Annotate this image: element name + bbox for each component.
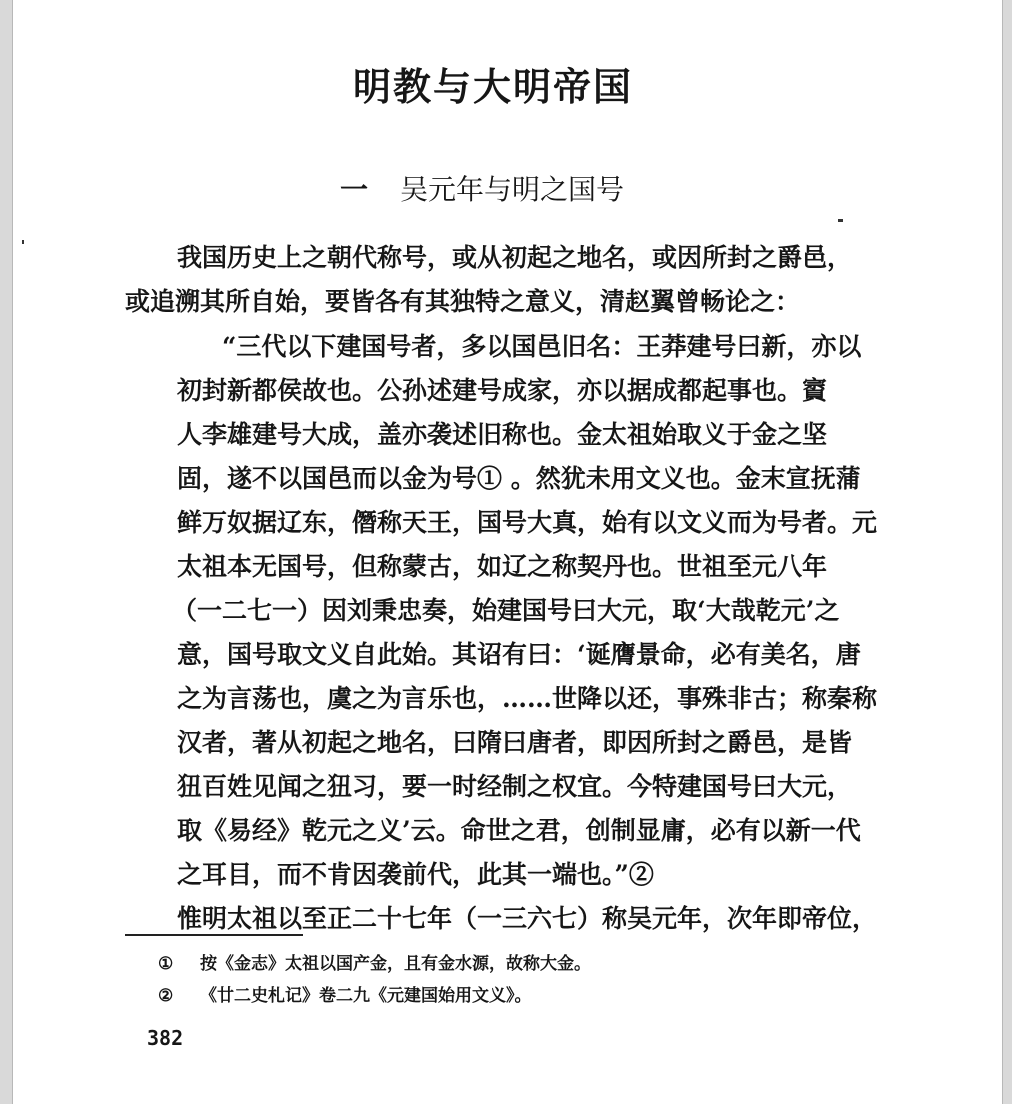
scan-left-margin	[0, 0, 12, 1104]
footnote-marker: ②	[158, 986, 174, 1006]
footnote-1	[158, 950, 591, 978]
scan-speck	[22, 240, 24, 244]
quote-line: 狃百姓见闻之狃习，要一时经制之权宜。今特建国号曰大元，	[177, 772, 853, 801]
quote-line: （一二七一）因刘秉忠奏，始建国号曰大元，取‘大哉乾元’之	[172, 596, 840, 625]
quote-line: 之为言荡也，虞之为言乐也，……世降以还，事殊非古；称秦称	[177, 684, 878, 713]
scan-left-border	[12, 0, 13, 1104]
footnote-separator	[125, 934, 303, 936]
footnote-2	[158, 982, 532, 1010]
quote-line: 初封新都侯故也。公孙述建号成家，亦以据成都起事也。賨	[177, 376, 828, 405]
quote-line: 太祖本无国号，但称蒙古，如辽之称契丹也。世祖至元八年	[177, 552, 828, 581]
quote-line: “三代以下建国号者，多以国邑旧名：王莽建号曰新，亦以	[222, 332, 862, 361]
footnote-text: 《廿二史札记》卷二九《元建国始用文义》。	[200, 986, 532, 1006]
quote-line: 意，国号取文义自此始。其诏有曰：‘诞膺景命，必有美名，唐	[177, 640, 861, 669]
body-line: 我国历史上之朝代称号，或从初起之地名，或因所封之爵邑，	[177, 243, 853, 272]
quote-line: 人李雄建号大成，盖亦袭述旧称也。金太祖始取义于金之坚	[177, 420, 828, 449]
scan-speck	[838, 219, 843, 222]
body-line: 惟明太祖以至正二十七年（一三六七）称吴元年，次年即帝位，	[177, 904, 878, 933]
quote-line: 取《易经》乾元之义’云。命世之君，创制显庸，必有以新一代	[177, 816, 861, 845]
scan-right-border	[1002, 0, 1003, 1104]
section-number: 一	[340, 173, 369, 206]
footnote-text: 按《金志》太祖以国产金，且有金水源，故称大金。	[200, 954, 591, 974]
body-line: 或追溯其所自始，要皆各有其独特之意义，清赵翼曾畅论之：	[125, 287, 801, 316]
section-heading	[340, 168, 624, 208]
quote-line: 鲜万奴据辽东，僭称天王，国号大真，始有以文义而为号者。元	[177, 508, 878, 537]
page-number: 382	[147, 1026, 184, 1050]
section-heading-text: 吴元年与明之国号	[400, 173, 625, 206]
quote-line: 之耳目，而不肯因袭前代，此其一端也。”②	[177, 860, 654, 889]
quote-line: 汉者，著从初起之地名，曰隋曰唐者，即因所封之爵邑，是皆	[177, 728, 853, 757]
scan-right-margin	[1003, 0, 1012, 1104]
quote-line: 固，遂不以国邑而以金为号① 。然犹未用文义也。金末宣抚蒲	[177, 464, 861, 493]
chapter-title: 明教与大明帝国	[352, 65, 633, 109]
footnote-marker: ①	[158, 954, 174, 974]
